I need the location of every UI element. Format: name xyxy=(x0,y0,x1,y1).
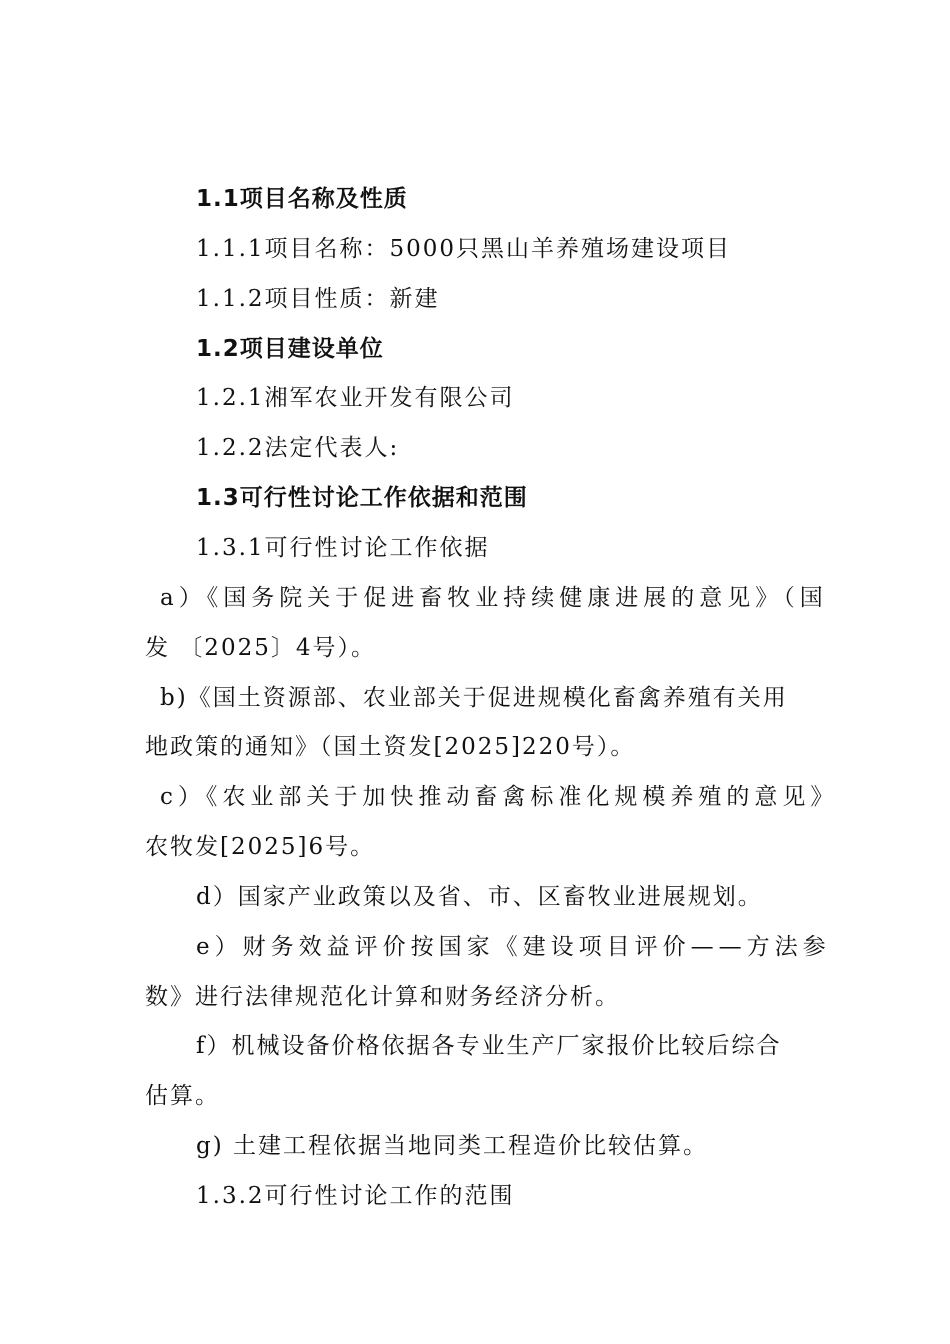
heading-1-3: 1.3可行性讨论工作依据和范围 xyxy=(196,485,528,511)
paragraph-1-3-2: 1.3.2可行性讨论工作的范围 xyxy=(196,1183,515,1209)
paragraph-1-1-2: 1.1.2项目性质：新建 xyxy=(196,286,440,312)
list-item-a-line-1: a）《国务院关于促进畜牧业持续健康进展的意见》（国 xyxy=(160,585,828,611)
list-item-e-line-1: e）财务效益评价按国家《建设项目评价——方法参 xyxy=(196,934,831,960)
paragraph-1-3-1: 1.3.1可行性讨论工作依据 xyxy=(196,535,490,561)
list-item-d: d）国家产业政策以及省、市、区畜牧业进展规划。 xyxy=(196,884,763,910)
list-item-b-line-2: 地政策的通知》（国土资发[2025]220号）。 xyxy=(145,734,636,760)
list-item-c-line-2: 农牧发[2025]6号。 xyxy=(145,834,376,860)
list-item-c-line-1: c）《农业部关于加快推动畜禽标准化规模养殖的意见》 xyxy=(160,784,839,810)
list-item-g: g) 土建工程依据当地同类工程造价比较估算。 xyxy=(196,1133,709,1159)
list-item-a-line-2: 发 〔2025〕4号）。 xyxy=(145,635,376,661)
heading-1-2: 1.2项目建设单位 xyxy=(196,336,384,362)
list-item-e-line-2: 数》进行法律规范化计算和财务经济分析。 xyxy=(145,984,620,1010)
paragraph-1-2-1: 1.2.1湘军农业开发有限公司 xyxy=(196,385,515,411)
paragraph-1-1-1: 1.1.1项目名称：5000只黑山羊养殖场建设项目 xyxy=(196,236,732,262)
list-item-f-line-2: 估算。 xyxy=(145,1083,220,1109)
paragraph-1-2-2: 1.2.2法定代表人: xyxy=(196,435,400,461)
heading-1-1: 1.1项目名称及性质 xyxy=(196,186,408,212)
list-item-b-line-1: b)《国土资源部、农业部关于促进规模化畜禽养殖有关用 xyxy=(160,685,788,711)
list-item-f-line-1: f）机械设备价格依据各专业生产厂家报价比较后综合 xyxy=(196,1033,782,1059)
